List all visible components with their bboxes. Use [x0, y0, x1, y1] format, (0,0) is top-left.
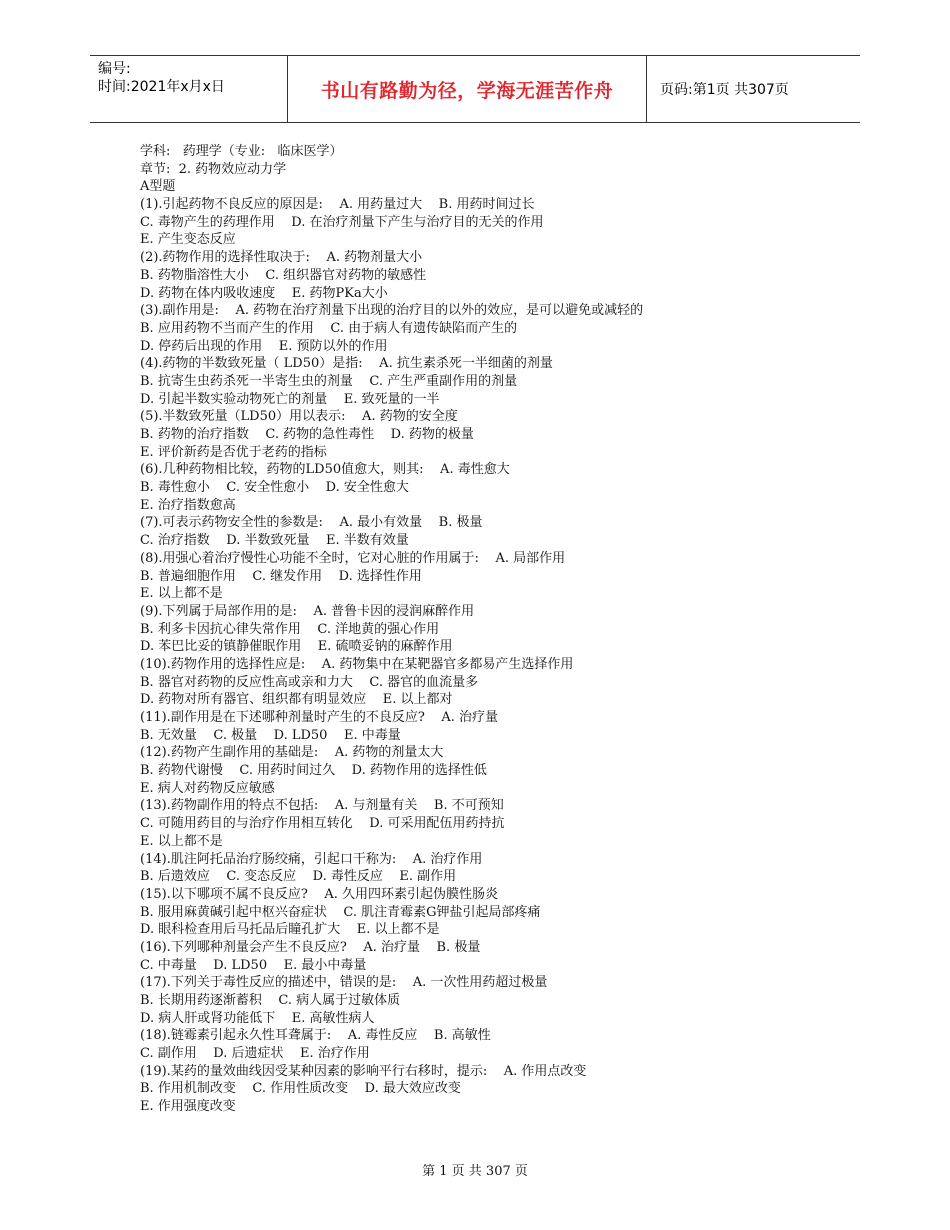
text-line: C. 毒物产生的药理作用 D. 在治疗剂量下产生与治疗目的无关的作用: [140, 214, 544, 230]
text-line: (16).下列哪种剂量会产生不良反应? A. 治疗量 B. 极量: [140, 939, 481, 955]
page-header: [90, 55, 860, 123]
text-line: B. 服用麻黄碱引起中枢兴奋症状 C. 肌注青霉素G钾盐引起局部疼痛: [140, 904, 541, 920]
text-line: E. 治疗指数愈高: [140, 497, 236, 513]
text-line: (9).下列属于局部作用的是: A. 普鲁卡因的浸润麻醉作用: [140, 603, 475, 619]
text-line: (10).药物作用的选择性应是: A. 药物集中在某靶器官多都易产生选择作用: [140, 656, 574, 672]
text-line: B. 药物脂溶性大小 C. 组织器官对药物的敏感性: [140, 267, 427, 283]
text-line: E. 评价新药是否优于老药的指标: [140, 444, 327, 460]
text-line: (2).药物作用的选择性取决于: A. 药物剂量大小: [140, 250, 423, 266]
text-line: D. 眼科检查用后马托品后瞳孔扩大 E. 以上都不是: [140, 922, 440, 938]
text-line: B. 抗寄生虫药杀死一半寄生虫的剂量 C. 产生严重副作用的剂量: [140, 373, 518, 389]
document-time-label: 时间:2021年x月x日: [98, 79, 225, 95]
text-line: E. 以上都不是: [140, 833, 223, 849]
text-line: C. 可随用药目的与治疗作用相互转化 D. 可采用配伍用药持抗: [140, 816, 505, 832]
text-line: D. 引起半数实验动物死亡的剂量 E. 致死量的一半: [140, 391, 440, 407]
text-line: (18).链霉素引起永久性耳聋属于: A. 毒性反应 B. 高敏性: [140, 1028, 491, 1044]
text-line: (13).药物副作用的特点不包括: A. 与剂量有关 B. 不可预知: [140, 798, 504, 814]
text-line: C. 中毒量 D. LD50 E. 最小中毒量: [140, 957, 367, 973]
text-line: 学科: 药理学（专业: 临床医学）: [140, 144, 343, 159]
header-meta: [98, 60, 225, 96]
text-line: B. 应用药物不当而产生的作用 C. 由于病人有遗传缺陷而产生的: [140, 320, 518, 336]
text-line: B. 毒性愈小 C. 安全性愈小 D. 安全性愈大: [140, 480, 409, 496]
page-footer: [0, 1160, 950, 1179]
text-line: B. 无效量 C. 极量 D. LD50 E. 中毒量: [140, 727, 401, 743]
text-line: (3).副作用是: A. 药物在治疗剂量下出现的治疗目的以外的效应，是可以避免或减轻的: [140, 303, 644, 319]
header-page-info: [660, 56, 789, 122]
text-line: B. 作用机制改变 C. 作用性质改变 D. 最大效应改变: [140, 1081, 461, 1097]
text-line: 章节: 2. 药物效应动力学: [140, 161, 287, 177]
text-line: B. 器官对药物的反应性高或亲和力大 C. 器官的血流量多: [140, 674, 479, 690]
text-line: B. 后遗效应 C. 变态反应 D. 毒性反应 E. 副作用: [140, 869, 457, 885]
header-page-label: 页码:第1页 共307页: [660, 82, 789, 98]
text-line: (1).引起药物不良反应的原因是: A. 用药量过大 B. 用药时间过长: [140, 197, 535, 213]
text-line: D. 停药后出现的作用 E. 预防以外的作用: [140, 338, 388, 354]
text-line: (14).肌注阿托品治疗肠绞痛，引起口干称为: A. 治疗作用: [140, 851, 483, 867]
header-motto: 书山有路勤为径，学海无涯苦作舟: [320, 79, 614, 102]
header-motto-box: [287, 56, 647, 122]
text-line: (19).某药的量效曲线因受某种因素的影响平行右移时，提示: A. 作用点改变: [140, 1063, 587, 1079]
text-line: (4).药物的半数致死量（ LD50）是指: A. 抗生素杀死一半细菌的剂量: [140, 356, 553, 372]
text-line: (15).以下哪项不属不良反应? A. 久用四环素引起伪膜性肠炎: [140, 886, 498, 902]
text-line: D. 药物对所有器官、组织都有明显效应 E. 以上都对: [140, 692, 453, 708]
text-line: A型题: [140, 179, 176, 195]
text-line: (6).几种药物相比较，药物的LD50值愈大，则其: A. 毒性愈大: [140, 462, 510, 478]
text-line: (8).用强心着治疗慢性心功能不全时，它对心脏的作用属于: A. 局部作用: [140, 550, 566, 566]
text-line: B. 普遍细胞作用 C. 继发作用 D. 选择性作用: [140, 568, 422, 584]
text-line: B. 利多卡因抗心律失常作用 C. 洋地黄的强心作用: [140, 621, 440, 637]
text-line: C. 治疗指数 D. 半数致死量 E. 半数有效量: [140, 533, 409, 549]
text-line: E. 以上都不是: [140, 586, 223, 602]
text-line: E. 产生变态反应: [140, 232, 236, 248]
text-line: (12).药物产生副作用的基础是: A. 药物的剂量太大: [140, 745, 444, 761]
text-line: D. 苯巴比妥的镇静催眠作用 E. 硫喷妥钠的麻醉作用: [140, 639, 453, 655]
text-line: E. 作用强度改变: [140, 1099, 236, 1115]
document-number-label: 编号:: [98, 61, 131, 77]
text-line: B. 药物代谢慢 C. 用药时间过久 D. 药物作用的选择性低: [140, 763, 487, 779]
text-line: E. 病人对药物反应敏感: [140, 780, 275, 796]
text-line: D. 药物在体内吸收速度 E. 药物PKa大小: [140, 285, 388, 301]
text-line: C. 副作用 D. 后遗症状 E. 治疗作用: [140, 1046, 370, 1062]
text-line: B. 长期用药逐渐蓄积 C. 病人属于过敏体质: [140, 993, 401, 1008]
text-line: (11).副作用是在下述哪种剂量时产生的不良反应? A. 治疗量: [140, 710, 498, 725]
document-body: [140, 143, 830, 1116]
text-line: B. 药物的治疗指数 C. 药物的急性毒性 D. 药物的极量: [140, 427, 474, 442]
text-line: (5).半数致死量（LD50）用以表示: A. 药物的安全度: [140, 409, 458, 425]
footer-page-number: 第 1 页 共 307 页: [422, 1164, 528, 1179]
text-line: (7).可表示药物安全性的参数是: A. 最小有效量 B. 极量: [140, 515, 483, 531]
text-line: (17).下列关于毒性反应的描述中，错误的是: A. 一次性用药超过极量: [140, 975, 548, 991]
text-line: D. 病人肝或肾功能低下 E. 高敏性病人: [140, 1010, 375, 1026]
